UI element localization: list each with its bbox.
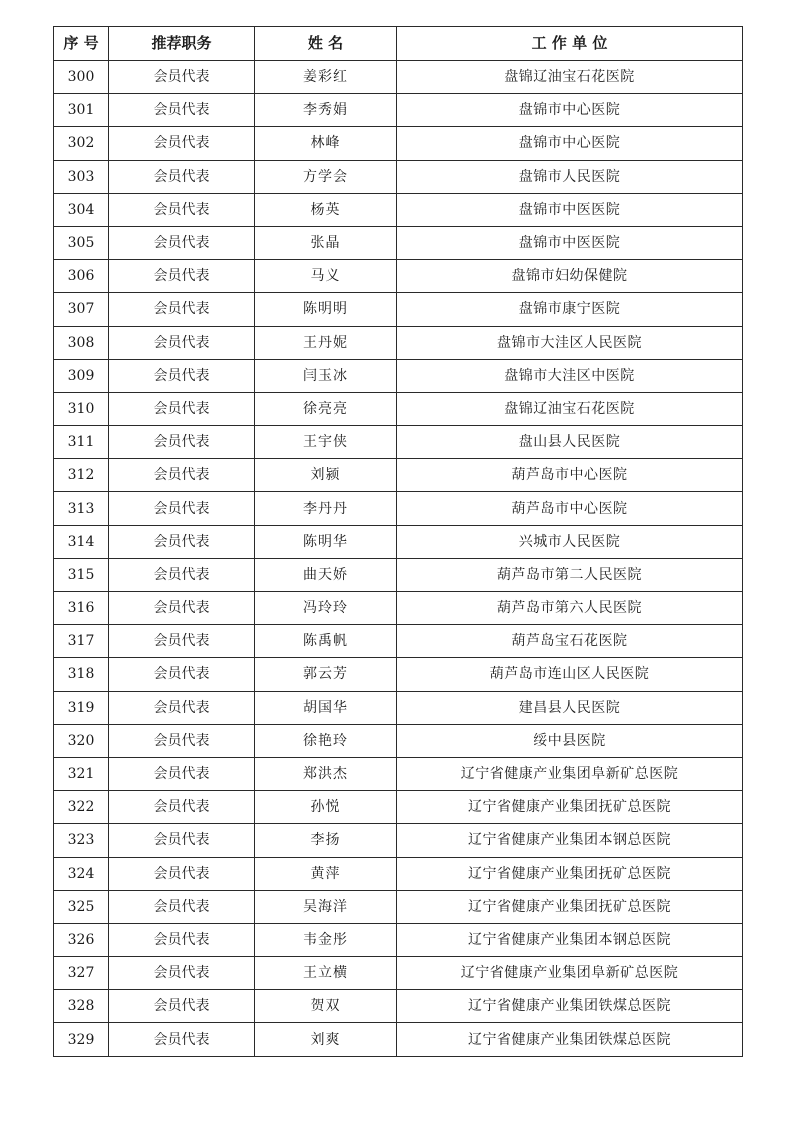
row-number-cell: 308: [54, 326, 109, 359]
table-row: [54, 492, 743, 525]
row-number-cell: 311: [54, 426, 109, 459]
row-name-cell: 张晶: [255, 226, 397, 259]
table-row: [54, 625, 743, 658]
row-name-cell: 闫玉冰: [255, 359, 397, 392]
row-role-cell: 会员代表: [109, 260, 255, 293]
row-number-cell: 323: [54, 824, 109, 857]
row-unit-cell: 辽宁省健康产业集团阜新矿总医院: [397, 757, 743, 790]
row-number-cell: 302: [54, 127, 109, 160]
row-name-cell: 王立横: [255, 957, 397, 990]
header-name: 姓 名: [255, 27, 397, 61]
row-name-cell: 王丹妮: [255, 326, 397, 359]
table-row: [54, 293, 743, 326]
row-name-cell: 孙悦: [255, 791, 397, 824]
row-unit-cell: 葫芦岛市中心医院: [397, 459, 743, 492]
row-name-cell: 马义: [255, 260, 397, 293]
table-row: [54, 990, 743, 1023]
row-role-cell: 会员代表: [109, 890, 255, 923]
table-row: [54, 957, 743, 990]
row-name-cell: 李秀娟: [255, 94, 397, 127]
table-header-row: [54, 27, 743, 61]
row-name-cell: 徐亮亮: [255, 392, 397, 425]
row-number-cell: 316: [54, 592, 109, 625]
member-roster-table: [53, 26, 743, 1057]
table-row: [54, 890, 743, 923]
table-row: [54, 724, 743, 757]
row-name-cell: 胡国华: [255, 691, 397, 724]
row-number-cell: 306: [54, 260, 109, 293]
row-unit-cell: 盘锦辽油宝石花医院: [397, 392, 743, 425]
row-unit-cell: 盘锦市妇幼保健院: [397, 260, 743, 293]
row-name-cell: 方学会: [255, 160, 397, 193]
row-number-cell: 321: [54, 757, 109, 790]
row-unit-cell: 辽宁省健康产业集团本钢总医院: [397, 824, 743, 857]
row-unit-cell: 葫芦岛市第二人民医院: [397, 558, 743, 591]
row-unit-cell: 葫芦岛市连山区人民医院: [397, 658, 743, 691]
row-unit-cell: 辽宁省健康产业集团抚矿总医院: [397, 890, 743, 923]
header-role: 推荐职务: [109, 27, 255, 61]
row-number-cell: 326: [54, 923, 109, 956]
row-role-cell: 会员代表: [109, 426, 255, 459]
row-role-cell: 会员代表: [109, 857, 255, 890]
table-row: [54, 459, 743, 492]
row-unit-cell: 盘锦市康宁医院: [397, 293, 743, 326]
table-body: [54, 61, 743, 1057]
row-name-cell: 李丹丹: [255, 492, 397, 525]
row-role-cell: 会员代表: [109, 592, 255, 625]
row-number-cell: 320: [54, 724, 109, 757]
row-unit-cell: 葫芦岛市第六人民医院: [397, 592, 743, 625]
table-row: [54, 61, 743, 94]
row-number-cell: 310: [54, 392, 109, 425]
row-unit-cell: 盘锦辽油宝石花医院: [397, 61, 743, 94]
row-name-cell: 刘爽: [255, 1023, 397, 1056]
table-row: [54, 94, 743, 127]
row-role-cell: 会员代表: [109, 392, 255, 425]
row-role-cell: 会员代表: [109, 558, 255, 591]
row-name-cell: 陈明明: [255, 293, 397, 326]
row-name-cell: 曲天娇: [255, 558, 397, 591]
row-number-cell: 322: [54, 791, 109, 824]
row-unit-cell: 辽宁省健康产业集团铁煤总医院: [397, 1023, 743, 1056]
row-number-cell: 313: [54, 492, 109, 525]
row-role-cell: 会员代表: [109, 990, 255, 1023]
row-unit-cell: 兴城市人民医院: [397, 525, 743, 558]
row-unit-cell: 建昌县人民医院: [397, 691, 743, 724]
table-row: [54, 426, 743, 459]
table-row: [54, 326, 743, 359]
row-role-cell: 会员代表: [109, 61, 255, 94]
row-role-cell: 会员代表: [109, 193, 255, 226]
row-number-cell: 304: [54, 193, 109, 226]
row-unit-cell: 辽宁省健康产业集团抚矿总医院: [397, 791, 743, 824]
row-unit-cell: 盘锦市人民医院: [397, 160, 743, 193]
table-row: [54, 127, 743, 160]
row-unit-cell: 盘山县人民医院: [397, 426, 743, 459]
row-name-cell: 姜彩红: [255, 61, 397, 94]
table-row: [54, 359, 743, 392]
row-unit-cell: 盘锦市中心医院: [397, 94, 743, 127]
table-row: [54, 558, 743, 591]
row-role-cell: 会员代表: [109, 525, 255, 558]
row-name-cell: 郑洪杰: [255, 757, 397, 790]
row-number-cell: 309: [54, 359, 109, 392]
row-unit-cell: 盘锦市中心医院: [397, 127, 743, 160]
table-row: [54, 757, 743, 790]
table-row: [54, 592, 743, 625]
row-name-cell: 吴海洋: [255, 890, 397, 923]
row-unit-cell: 辽宁省健康产业集团阜新矿总医院: [397, 957, 743, 990]
row-role-cell: 会员代表: [109, 824, 255, 857]
row-role-cell: 会员代表: [109, 691, 255, 724]
table-row: [54, 691, 743, 724]
table-row: [54, 193, 743, 226]
row-name-cell: 韦金彤: [255, 923, 397, 956]
row-unit-cell: 盘锦市中医医院: [397, 193, 743, 226]
row-number-cell: 324: [54, 857, 109, 890]
table-row: [54, 392, 743, 425]
row-name-cell: 李扬: [255, 824, 397, 857]
row-unit-cell: 绥中县医院: [397, 724, 743, 757]
row-role-cell: 会员代表: [109, 625, 255, 658]
row-unit-cell: 盘锦市大洼区人民医院: [397, 326, 743, 359]
table-row: [54, 658, 743, 691]
row-unit-cell: 葫芦岛宝石花医院: [397, 625, 743, 658]
row-number-cell: 315: [54, 558, 109, 591]
row-role-cell: 会员代表: [109, 957, 255, 990]
row-unit-cell: 盘锦市大洼区中医院: [397, 359, 743, 392]
row-role-cell: 会员代表: [109, 1023, 255, 1056]
row-number-cell: 312: [54, 459, 109, 492]
row-role-cell: 会员代表: [109, 94, 255, 127]
row-number-cell: 325: [54, 890, 109, 923]
table-row: [54, 525, 743, 558]
row-role-cell: 会员代表: [109, 326, 255, 359]
row-number-cell: 327: [54, 957, 109, 990]
header-number: 序 号: [54, 27, 109, 61]
row-unit-cell: 辽宁省健康产业集团抚矿总医院: [397, 857, 743, 890]
row-number-cell: 307: [54, 293, 109, 326]
row-name-cell: 冯玲玲: [255, 592, 397, 625]
row-number-cell: 300: [54, 61, 109, 94]
row-role-cell: 会员代表: [109, 791, 255, 824]
row-unit-cell: 葫芦岛市中心医院: [397, 492, 743, 525]
table-row: [54, 857, 743, 890]
row-role-cell: 会员代表: [109, 724, 255, 757]
row-name-cell: 陈禹帆: [255, 625, 397, 658]
row-role-cell: 会员代表: [109, 359, 255, 392]
row-name-cell: 黄萍: [255, 857, 397, 890]
row-unit-cell: 辽宁省健康产业集团铁煤总医院: [397, 990, 743, 1023]
row-role-cell: 会员代表: [109, 293, 255, 326]
row-name-cell: 郭云芳: [255, 658, 397, 691]
row-number-cell: 318: [54, 658, 109, 691]
row-number-cell: 305: [54, 226, 109, 259]
row-role-cell: 会员代表: [109, 658, 255, 691]
row-name-cell: 刘颍: [255, 459, 397, 492]
table-row: [54, 1023, 743, 1056]
row-role-cell: 会员代表: [109, 226, 255, 259]
header-unit: 工 作 单 位: [397, 27, 743, 61]
row-number-cell: 317: [54, 625, 109, 658]
row-unit-cell: 辽宁省健康产业集团本钢总医院: [397, 923, 743, 956]
table-row: [54, 791, 743, 824]
row-role-cell: 会员代表: [109, 160, 255, 193]
row-name-cell: 陈明华: [255, 525, 397, 558]
row-name-cell: 王宇侠: [255, 426, 397, 459]
row-unit-cell: 盘锦市中医医院: [397, 226, 743, 259]
row-name-cell: 杨英: [255, 193, 397, 226]
row-number-cell: 301: [54, 94, 109, 127]
row-role-cell: 会员代表: [109, 757, 255, 790]
row-name-cell: 徐艳玲: [255, 724, 397, 757]
table-row: [54, 226, 743, 259]
table-row: [54, 824, 743, 857]
table-row: [54, 923, 743, 956]
row-name-cell: 贺双: [255, 990, 397, 1023]
row-role-cell: 会员代表: [109, 127, 255, 160]
table-row: [54, 260, 743, 293]
row-number-cell: 303: [54, 160, 109, 193]
row-role-cell: 会员代表: [109, 492, 255, 525]
row-number-cell: 319: [54, 691, 109, 724]
row-number-cell: 314: [54, 525, 109, 558]
row-number-cell: 328: [54, 990, 109, 1023]
row-name-cell: 林峰: [255, 127, 397, 160]
row-role-cell: 会员代表: [109, 459, 255, 492]
row-number-cell: 329: [54, 1023, 109, 1056]
table-row: [54, 160, 743, 193]
row-role-cell: 会员代表: [109, 923, 255, 956]
